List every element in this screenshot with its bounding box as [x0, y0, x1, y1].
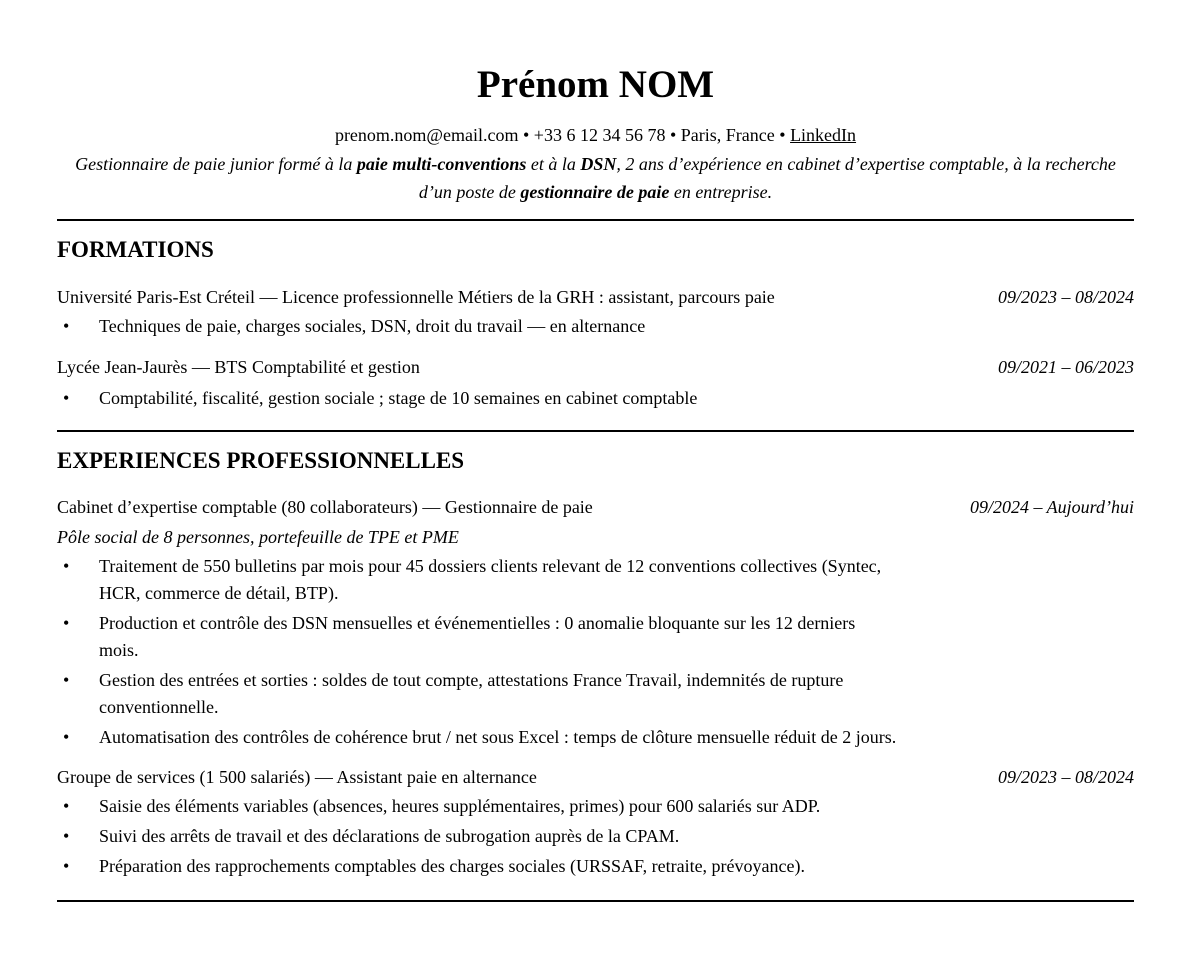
profile-summary — [57, 150, 1134, 206]
section-divider — [57, 219, 1134, 221]
education-entry — [57, 284, 1134, 340]
linkedin-link[interactable]: LinkedIn — [790, 125, 857, 145]
experience-entry — [57, 494, 1134, 751]
location: Paris, France — [680, 125, 775, 145]
summary-text: Gestionnaire de paie junior formé à la — [75, 154, 357, 174]
entry-title: Université Paris-Est Créteil — Licence professionnelle Métiers de la GRH : assistant, parcours paie — [57, 287, 775, 307]
entry-title: Groupe de services (1 500 salariés) — Assistant paie en alternance — [57, 767, 537, 787]
phone: +33 6 12 34 56 78 — [533, 125, 666, 145]
separator: • — [518, 125, 534, 145]
entry-title: Cabinet d’expertise comptable (80 collaborateurs) — Gestionnaire de paie — [57, 497, 593, 517]
formations-section — [57, 236, 1134, 412]
summary-emphasis: paie multi-conventions — [356, 154, 527, 174]
section-title: EXPERIENCES PROFESSIONNELLES — [57, 448, 465, 473]
education-entry — [57, 354, 1134, 412]
entry-header — [57, 494, 1134, 520]
entry-header — [57, 284, 1134, 310]
summary-emphasis: DSN — [580, 154, 617, 174]
list-item: • Comptabilité, fiscalité, gestion sociale ; stage de 10 semaines en cabinet comptable — [57, 385, 1134, 412]
list-item: • Traitement de 550 bulletins par mois pour 45 dossiers clients relevant de 12 conventions collectives (Syntec, HCR, commerce de détail, BTP). — [57, 553, 897, 607]
candidate-name: Prénom NOM — [476, 63, 715, 106]
list-item: • Gestion des entrées et sorties : soldes de tout compte, attestations France Travail, indemnités de rupture conventionnelle. — [57, 667, 897, 721]
bullet-list — [57, 793, 1134, 880]
list-item: • Techniques de paie, charges sociales, DSN, droit du travail — en alternance — [57, 313, 1134, 340]
entry-date: 09/2023 – 08/2024 — [997, 287, 1134, 307]
section-divider — [57, 900, 1134, 902]
summary-emphasis: gestionnaire de paie — [520, 182, 670, 202]
entry-subtitle: Pôle social de 8 personnes, portefeuille de TPE et PME — [57, 527, 459, 547]
entry-header — [57, 354, 1134, 380]
summary-text: , 2 ans d’expérience en cabinet d’expertise comptable, à la recherche d’un poste de — [418, 154, 1116, 202]
list-item: • Production et contrôle des DSN mensuelles et événementielles : 0 anomalie bloquante sur les 12 derniers mois. — [57, 610, 897, 664]
section-title: FORMATIONS — [57, 237, 214, 262]
experiences-section — [57, 447, 1134, 880]
bullet-list — [57, 385, 1134, 412]
section-divider — [57, 430, 1134, 432]
experience-entry — [57, 764, 1134, 880]
summary-text: en entreprise. — [669, 182, 773, 202]
list-item: • Automatisation des contrôles de cohérence brut / net sous Excel : temps de clôture mensuelle réduit de 2 jours. — [57, 724, 897, 751]
entry-header — [57, 764, 1134, 790]
bullet-list — [57, 553, 897, 751]
contact-line — [57, 123, 1134, 147]
list-item: • Préparation des rapprochements comptables des charges sociales (URSSAF, retraite, prévoyance). — [57, 853, 1134, 880]
list-item: • Saisie des éléments variables (absences, heures supplémentaires, primes) pour 600 salariés sur ADP. — [57, 793, 1134, 820]
entry-date: 09/2021 – 06/2023 — [997, 357, 1134, 377]
email[interactable]: prenom.nom@email.com — [334, 125, 519, 145]
entry-date: 09/2024 – Aujourd’hui — [969, 497, 1134, 517]
summary-text: et à la — [526, 154, 581, 174]
list-item: • Suivi des arrêts de travail et des déclarations de subrogation auprès de la CPAM. — [57, 823, 1134, 850]
bullet-list — [57, 313, 1134, 340]
entry-date: 09/2023 – 08/2024 — [997, 767, 1134, 787]
separator: • — [774, 125, 791, 145]
entry-title: Lycée Jean-Jaurès — BTS Comptabilité et gestion — [57, 357, 420, 377]
separator: • — [665, 125, 681, 145]
